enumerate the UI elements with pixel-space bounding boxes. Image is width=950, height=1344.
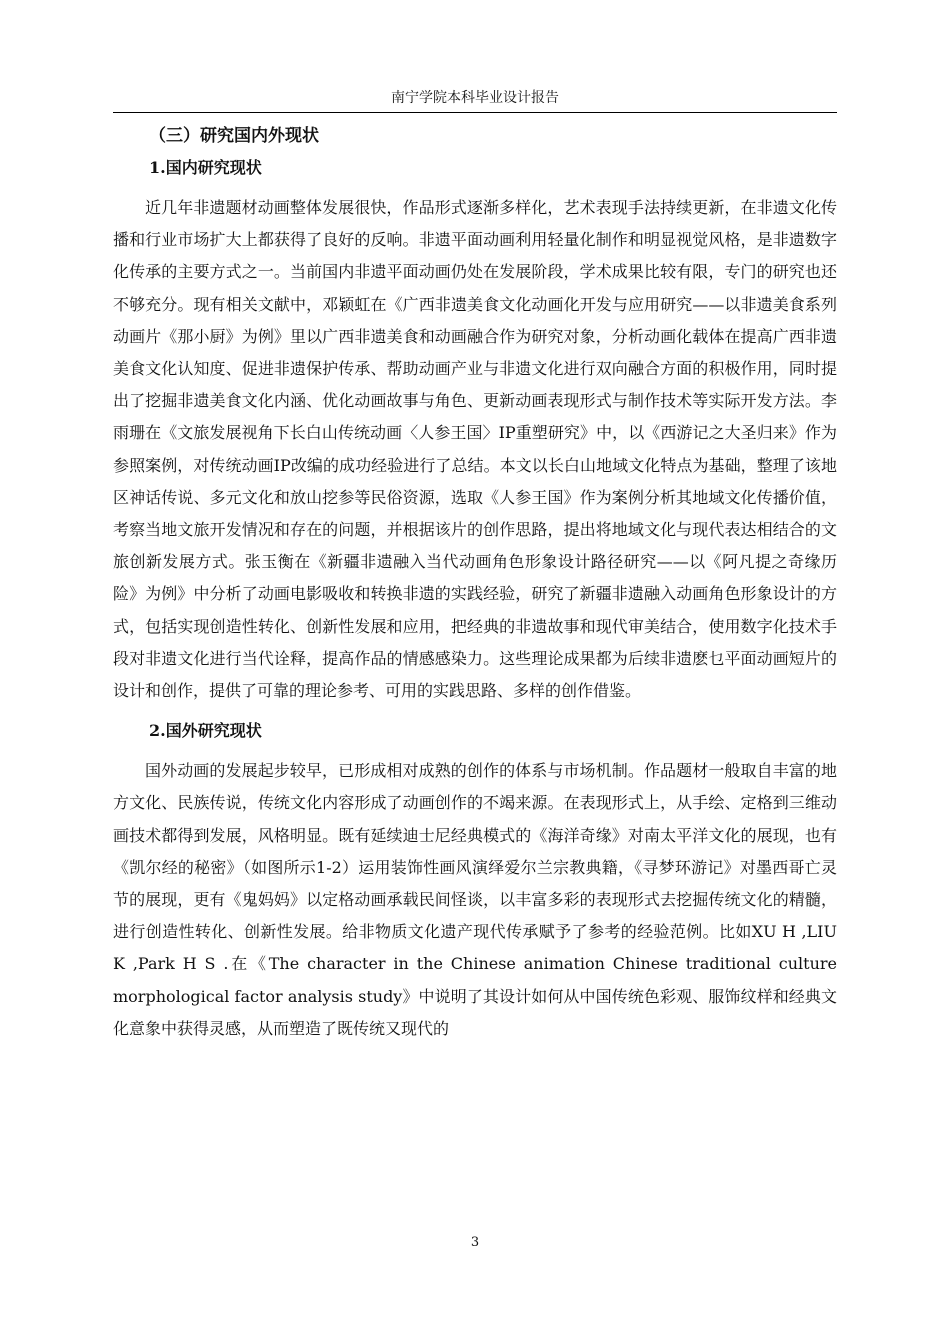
page-body: [113, 120, 837, 1045]
page-number: 3: [470, 1235, 480, 1250]
foreign-research-title: 2.国外研究现状: [149, 721, 262, 741]
running-header: 南宁学院本科毕业设计报告: [113, 88, 837, 113]
foreign-research-paragraph: 国外动画的发展起步较早，已形成相对成熟的创作的体系与市场机制。作品题材一般取自丰富的地方文化、民族传说，传统文化内容形成了动画创作的不竭来源。在表现形式上，从手绘、定格到三维动画技术都得到发展，风格明显。既有延续迪士尼经典模式的《海洋奇缘》对南太平洋文化的展现，也有《凯尔经的秘密》（如图所示1-2）运用装饰性画风演绎爱尔兰宗教典籍，《寻梦环游记》对墨西哥亡灵节的展现，更有《鬼妈妈》以定格动画承载民间怪谈，以丰富多彩的表现形式去挖掘传统文化的精髓，进行创造性转化、创新性发展。给非物质文化遗产现代传承赋予了参考的经验范例。比如XU H ,LIU K ,Park H S .在《The character in the Chinese animation Chinese traditional culture morphological factor analysis study》中说明了其设计如何从中国传统色彩观、服饰纹样和经典文化意象中获得灵感，从而塑造了既传统又现代的: [113, 761, 837, 1038]
domestic-research-title: 1.国内研究现状: [149, 158, 262, 177]
section-heading: （三）研究国内外现状: [149, 126, 319, 146]
domestic-research-paragraph: 近几年非遗题材动画整体发展很快，作品形式逐渐多样化，艺术表现手法持续更新，在非遗文化传播和行业市场扩大上都获得了良好的反响。非遗平面动画利用轻量化制作和明显视觉风格，是非遗数字化传承的主要方式之一。当前国内非遗平面动画仍处在发展阶段，学术成果比较有限，专门的研究也还不够充分。现有相关文献中，邓颖虹在《广西非遗美食文化动画化开发与应用研究——以非遗美食系列动画片《那小厨》为例》里以广西非遗美食和动画融合作为研究对象，分析动画化载体在提高广西非遗美食文化认知度、促进非遗保护传承、帮助动画产业与非遗文化进行双向融合方面的积极作用，同时提出了挖掘非遗美食文化内涵、优化动画故事与角色、更新动画表现形式与制作技术等实际开发方法。李雨珊在《文旅发展视角下长白山传统动画〈人参王国〉IP重塑研究》中，以《西游记之大圣归来》作为参照案例，对传统动画IP改编的成功经验进行了总结。本文以长白山地域文化特点为基础，整理了该地区神话传说、多元文化和放山挖参等民俗资源，选取《人参王国》作为案例分析其地域文化传播价值，考察当地文旅开发情况和存在的问题，并根据该片的创作思路，提出将地域文化与现代表达相结合的文旅创新发展方式。张玉衡在《新疆非遗融入当代动画角色形象设计路径研究——以《阿凡提之奇缘历险》为例》中分析了动画电影吸收和转换非遗的实践经验，研究了新疆非遗融入动画角色形象设计的方式，包括实现创造性转化、创新性发展和应用，把经典的非遗故事和现代审美结合，使用数字化技术手段对非遗文化进行当代诠释，提高作品的情感感染力。这些理论成果都为后续非遗麽乜平面动画短片的设计和创作，提供了可靠的理论参考、可用的实践思路、多样的创作借鉴。: [113, 198, 837, 701]
